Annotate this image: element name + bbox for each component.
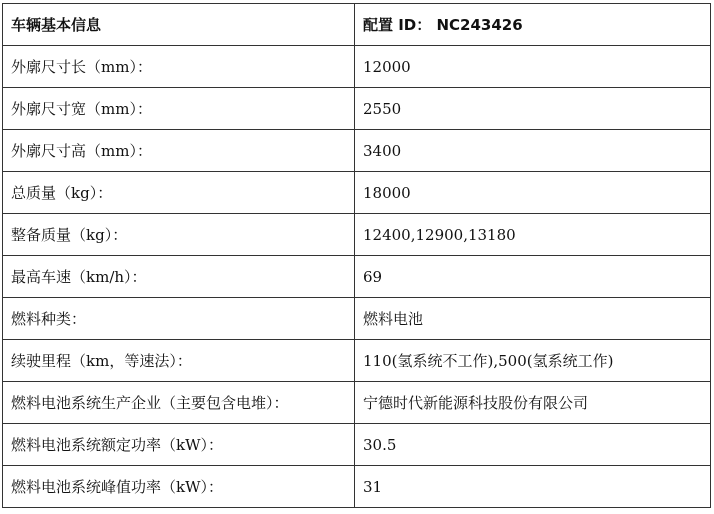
row-label: 外廓尺寸长（mm）： xyxy=(3,46,355,88)
row-value: 12000 xyxy=(355,46,711,88)
row-value: 69 xyxy=(355,256,711,298)
row-label: 续驶里程（km，等速法）： xyxy=(3,340,355,382)
table-row xyxy=(3,88,711,130)
row-label: 燃料种类： xyxy=(3,298,355,340)
row-value: 3400 xyxy=(355,130,711,172)
row-value: 2550 xyxy=(355,88,711,130)
row-label: 外廓尺寸宽（mm）： xyxy=(3,88,355,130)
row-label: 燃料电池系统额定功率（kW）： xyxy=(3,424,355,466)
row-value: 12400,12900,13180 xyxy=(355,214,711,256)
table-row xyxy=(3,382,711,424)
row-label: 燃料电池系统峰值功率（kW）： xyxy=(3,466,355,508)
row-value: 18000 xyxy=(355,172,711,214)
table-header-row xyxy=(3,4,711,46)
row-value: 30.5 xyxy=(355,424,711,466)
table-row xyxy=(3,466,711,508)
row-value: 31 xyxy=(355,466,711,508)
row-label: 整备质量（kg）： xyxy=(3,214,355,256)
row-label: 总质量（kg）： xyxy=(3,172,355,214)
row-label: 外廓尺寸高（mm）： xyxy=(3,130,355,172)
config-id: 配置 ID： NC243426 xyxy=(355,4,711,46)
row-label: 燃料电池系统生产企业（主要包含电堆）： xyxy=(3,382,355,424)
table-title: 车辆基本信息 xyxy=(3,4,355,46)
table-row xyxy=(3,130,711,172)
table-row xyxy=(3,340,711,382)
table-row xyxy=(3,424,711,466)
table-row xyxy=(3,214,711,256)
vehicle-info-table xyxy=(2,3,711,508)
table-row xyxy=(3,298,711,340)
table-row xyxy=(3,172,711,214)
row-value: 宁德时代新能源科技股份有限公司 xyxy=(355,382,711,424)
row-value: 110(氢系统不工作),500(氢系统工作) xyxy=(355,340,711,382)
row-label: 最高车速（km/h）： xyxy=(3,256,355,298)
table-row xyxy=(3,256,711,298)
table-row xyxy=(3,46,711,88)
row-value: 燃料电池 xyxy=(355,298,711,340)
